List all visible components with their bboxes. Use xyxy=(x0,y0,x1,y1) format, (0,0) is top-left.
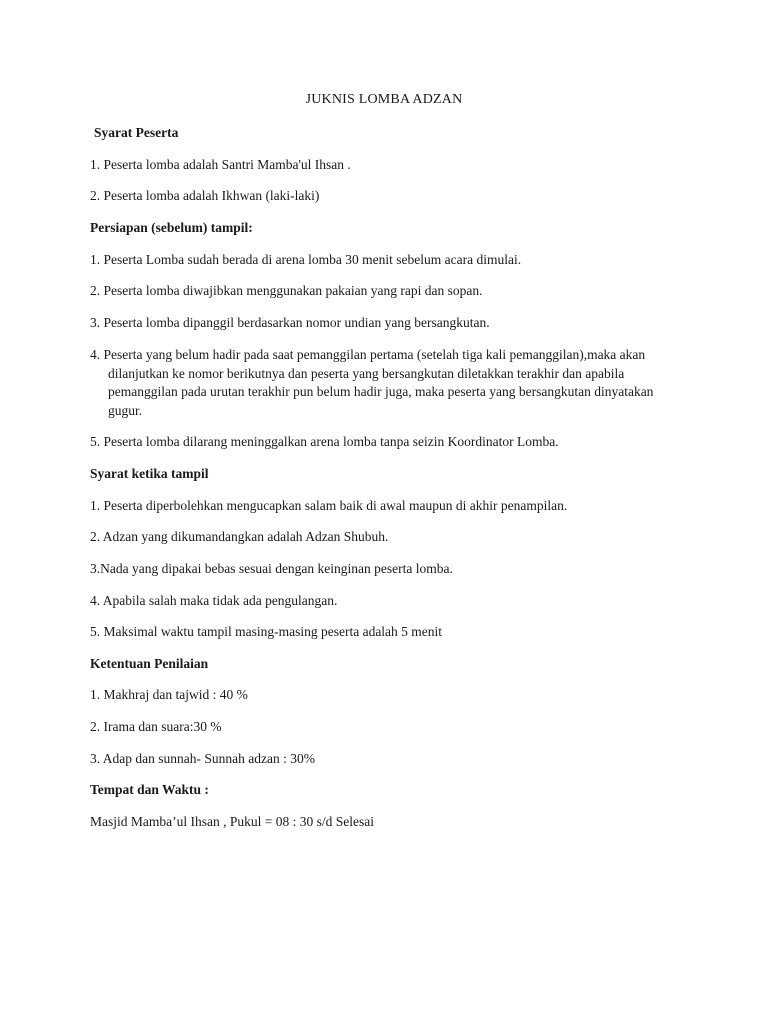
venue-time-text: Masjid Mamba’ul Ihsan , Pukul = 08 : 30 s/d Selesai xyxy=(90,814,374,829)
list-item: 5. Maksimal waktu tampil masing-masing peserta adalah 5 menit xyxy=(90,624,443,639)
heading-persiapan: Persiapan (sebelum) tampil: xyxy=(90,220,253,235)
list-item: 3. Adap dan sunnah- Sunnah adzan : 30% xyxy=(90,751,315,766)
list-item: 1. Peserta lomba adalah Santri Mamba'ul Ihsan . xyxy=(90,157,351,172)
list-item-line: gugur. xyxy=(108,402,143,418)
heading-syarat-peserta: Syarat Peserta xyxy=(94,125,179,140)
document-title: JUKNIS LOMBA ADZAN xyxy=(305,92,463,107)
list-item: 2. Peserta lomba diwajibkan menggunakan pakaian yang rapi dan sopan. xyxy=(90,283,483,298)
list-item: 4. Apabila salah maka tidak ada pengulangan. xyxy=(90,593,338,608)
list-item-line: pemanggilan pada urutan terakhir pun belum hadir juga, maka peserta yang bersangkutan dinyatakan xyxy=(108,384,654,399)
list-item-long xyxy=(90,346,690,420)
list-item: 3.Nada yang dipakai bebas sesuai dengan keinginan peserta lomba. xyxy=(90,561,453,576)
list-item: 1. Makhraj dan tajwid : 40 % xyxy=(90,687,248,702)
list-item-line: dilanjutkan ke nomor berikutnya dan peserta yang bersangkutan diletakkan terakhir dan apabila xyxy=(108,365,625,381)
heading-syarat-ketika-tampil: Syarat ketika tampil xyxy=(90,466,209,481)
heading-ketentuan-penilaian: Ketentuan Penilaian xyxy=(90,656,209,671)
list-item: 2. Adzan yang dikumandangkan adalah Adzan Shubuh. xyxy=(90,529,389,544)
list-item: 1. Peserta Lomba sudah berada di arena lomba 30 menit sebelum acara dimulai. xyxy=(90,252,522,267)
list-item: 2. Peserta lomba adalah Ikhwan (laki-laki) xyxy=(90,188,320,203)
list-item-line: 4. Peserta yang belum hadir pada saat pemanggilan pertama (setelah tiga kali pemanggilan),maka akan xyxy=(90,347,646,362)
list-item: 2. Irama dan suara:30 % xyxy=(90,719,222,734)
list-item: 5. Peserta lomba dilarang meninggalkan arena lomba tanpa seizin Koordinator Lomba. xyxy=(90,434,559,449)
heading-tempat-dan-waktu: Tempat dan Waktu : xyxy=(90,782,209,797)
list-item: 1. Peserta diperbolehkan mengucapkan salam baik di awal maupun di akhir penampilan. xyxy=(90,498,568,513)
list-item: 3. Peserta lomba dipanggil berdasarkan nomor undian yang bersangkutan. xyxy=(90,315,490,330)
